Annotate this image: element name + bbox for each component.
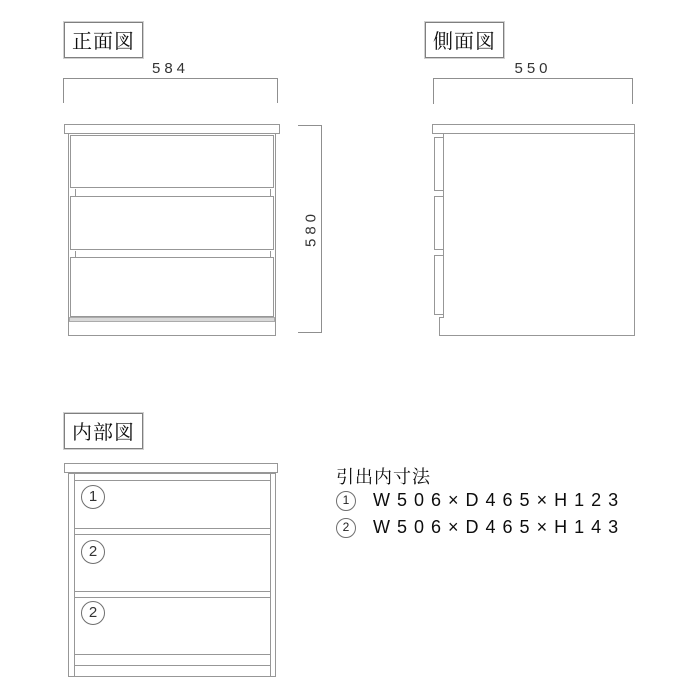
internal-top-rail-line (74, 480, 270, 481)
internal-shelf-2-top-line (74, 591, 270, 592)
drawer-dimension-row-2-marker: 2 (336, 518, 356, 538)
front-drawer-1 (70, 135, 274, 188)
front-height-dimension-value: 580 (302, 209, 320, 248)
side-drawer-front-1 (434, 137, 444, 191)
drawer-dimensions-title: 引出内寸法 (336, 467, 431, 487)
side-view-label-text: 側面図 (433, 31, 496, 53)
side-drawer-front-3 (434, 255, 444, 315)
side-drawer-front-2 (434, 196, 444, 250)
front-gap-tick-right-1 (270, 189, 271, 196)
drawer-dimension-row-1-size: W506×D465×H123 (373, 490, 626, 510)
front-view-label (64, 22, 143, 58)
internal-drawer-marker-3: 2 (81, 601, 105, 625)
side-depth-dimension-line (433, 78, 633, 104)
front-drawer-3 (70, 257, 274, 317)
internal-right-panel-line (270, 473, 271, 677)
front-gap-tick-left-1 (75, 189, 76, 196)
internal-base-bottom-line (74, 665, 270, 666)
internal-shelf-1-top-line (74, 528, 270, 529)
front-base-shadow-band (69, 317, 275, 322)
side-view-label (425, 22, 504, 58)
side-depth-dimension-value: 550 (514, 60, 552, 77)
front-view-label-text: 正面図 (72, 31, 135, 53)
side-body-panel (443, 133, 635, 336)
internal-base-top-line (74, 654, 270, 655)
internal-shelf-1-bottom-line (74, 534, 270, 535)
internal-top-board (64, 463, 278, 473)
internal-drawer-marker-2: 2 (81, 540, 105, 564)
internal-view-label (64, 413, 143, 449)
drawer-dimension-row-2-size: W506×D465×H143 (373, 517, 626, 537)
internal-shelf-2-bottom-line (74, 597, 270, 598)
front-drawer-2 (70, 196, 274, 250)
internal-view-label-text: 内部図 (72, 422, 135, 444)
drawer-dimension-row-2 (336, 517, 625, 538)
side-base-recess (439, 317, 444, 336)
internal-left-panel-line (74, 473, 75, 677)
drawer-dimension-row-1-marker: 1 (336, 491, 356, 511)
front-width-dimension-line (63, 78, 278, 103)
drawer-dimension-row-1 (336, 490, 625, 511)
front-width-dimension-value: 584 (151, 60, 190, 77)
internal-drawer-marker-1: 1 (81, 485, 105, 509)
